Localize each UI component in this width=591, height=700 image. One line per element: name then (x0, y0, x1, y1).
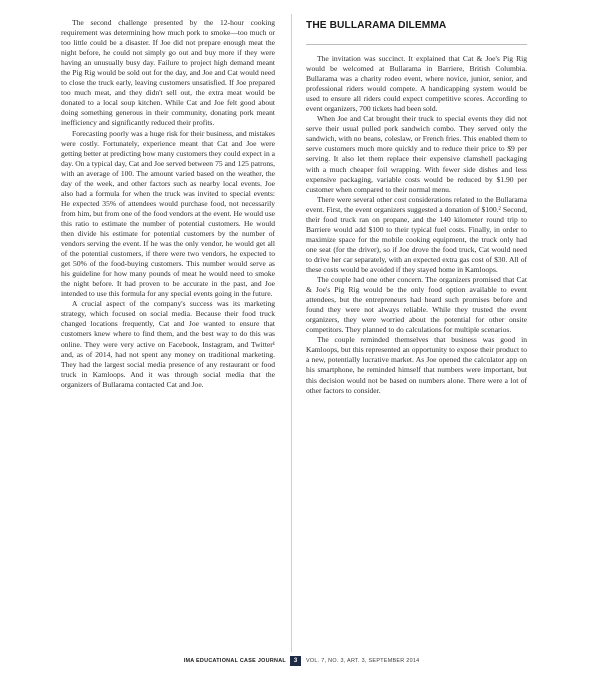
left-column (61, 18, 275, 390)
body-paragraph: A crucial aspect of the company's success was its marketing strategy, which focused on social media. Because their food truck changed locations frequently, Cat and Joe wanted to ensure that customers knew where to find them, and the best way to do this was online. They were very active on Facebook, Instagram, and Twitter¹ and, as of 2014, had not spent any money on traditional marketing. They had the largest social media presence of any restaurant or food truck in Kamloops. And it was through social media that the organizers of Bullarama contacted Cat and Joe. (61, 299, 275, 389)
body-paragraph: The second challenge presented by the 12-hour cooking requirement was determining how much pork to smoke—too much or too little could be a disaster. If Joe did not prepare enough meat the night before, he could not simply go out and buy more if they were having an unusually busy day. Failure to project high demand meant the Pig Rig would be sold out for the day, and Joe and Cat would need to close the truck early, leaving customers unsatisfied. If Joe prepared too much meat, and they didn't sell out, the extra meat would be donated to a local soup kitchen. While Cat and Joe felt good about doing something generous in their community, donating pork meant inefficiency and significantly reduced their profits. (61, 18, 275, 128)
page-number: 3 (290, 656, 301, 666)
section-title: THE BULLARAMA DILEMMA (306, 20, 447, 31)
right-column (306, 20, 527, 396)
body-paragraph: There were several other cost considerations related to the Bullarama event. First, the event organizers suggested a donation of $100.² Second, their food truck ran on propane, and the 140 kilometer round trip to Barriere would add $100 to their typical fuel costs. Finally, in order to maximize space for the mobile cooking equipment, the truck only had one seat (for the driver), so if Joe drove the food truck, Cat would need to drive her car separately, with an expected extra gas cost of $30. All of these costs would be avoided if they stayed home in Kamloops. (306, 194, 527, 274)
page-footer (0, 654, 591, 668)
body-paragraph: When Joe and Cat brought their truck to special events they did not serve their usual pulled pork sandwich combo. They served only the sandwich, with no beans, coleslaw, or French fries. This enabled them to serve customers much more quickly and to reduce their price to $9 per serving. It also let them replace their expensive clamshell packaging with a much cheaper foil wrapping. With fewer side dishes and less expensive packaging, variable costs would be reduced by $1.90 per customer when compared to their normal menu. (306, 114, 527, 194)
column-divider (291, 14, 292, 652)
issue-info: VOL. 7, NO. 3, ART. 3, SEPTEMBER 2014 (306, 658, 420, 664)
body-paragraph: Forecasting poorly was a huge risk for their business, and mistakes were costly. Fortunately, experience meant that Cat and Joe were getting better at predicting how many customers they could expect in a day. On a typical day, Cat and Joe served between 75 and 125 patrons, with an average of 100. The amount varied based on the weather, the day of the week, and other factors such as nearby local events. Joe also had a formula for when the truck was invited to special events: He expected 35% of attendees would purchase food, not necessarily from him, but from one of the food vendors at the event. He would use this ratio to estimate the number of potential customers. He would then divide his estimate for potential customers by the number of vendors serving the event. If he was the only vendor, he would get all of the potential customers, if there were two vendors, he expected to get 50% of the food-buying customers. This number would serve as his guideline for how many pounds of meat he would need to smoke the night before. It had proven to be accurate in the past, and Joe intended to use this formula for any special events going in the future. (61, 128, 275, 299)
journal-name: IMA EDUCATIONAL CASE JOURNAL (183, 658, 286, 664)
body-paragraph: The invitation was succinct. It explained that Cat & Joe's Pig Rig would be welcomed at Bullarama in Barriere, British Columbia. Bullarama was a charity rodeo event, where novice, junior, senior, and professional riders would compete. A handicapping system would be used to ensure all riders could expect competitive scores. According to event organizers, 700 tickets had been sold. (306, 54, 527, 114)
body-paragraph: The couple reminded themselves that business was good in Kamloops, but this represented an opportunity to expose their product to a new, potentially lucrative market. As Joe opened the calculator app on his smartphone, he reminded himself that numbers were important, but this decision would not be based on numbers alone. There were a lot of other factors to consider. (306, 335, 527, 395)
body-paragraph: The couple had one other concern. The organizers promised that Cat & Joe's Pig Rig would be the only food option available to event attendees, but the entrepreneurs had heard such promises before and found they were not always reliable. While they trusted the event organizers, they were worried about the potential for other onsite competitors. They planned to do calculations for multiple scenarios. (306, 275, 527, 335)
title-rule (306, 44, 527, 45)
